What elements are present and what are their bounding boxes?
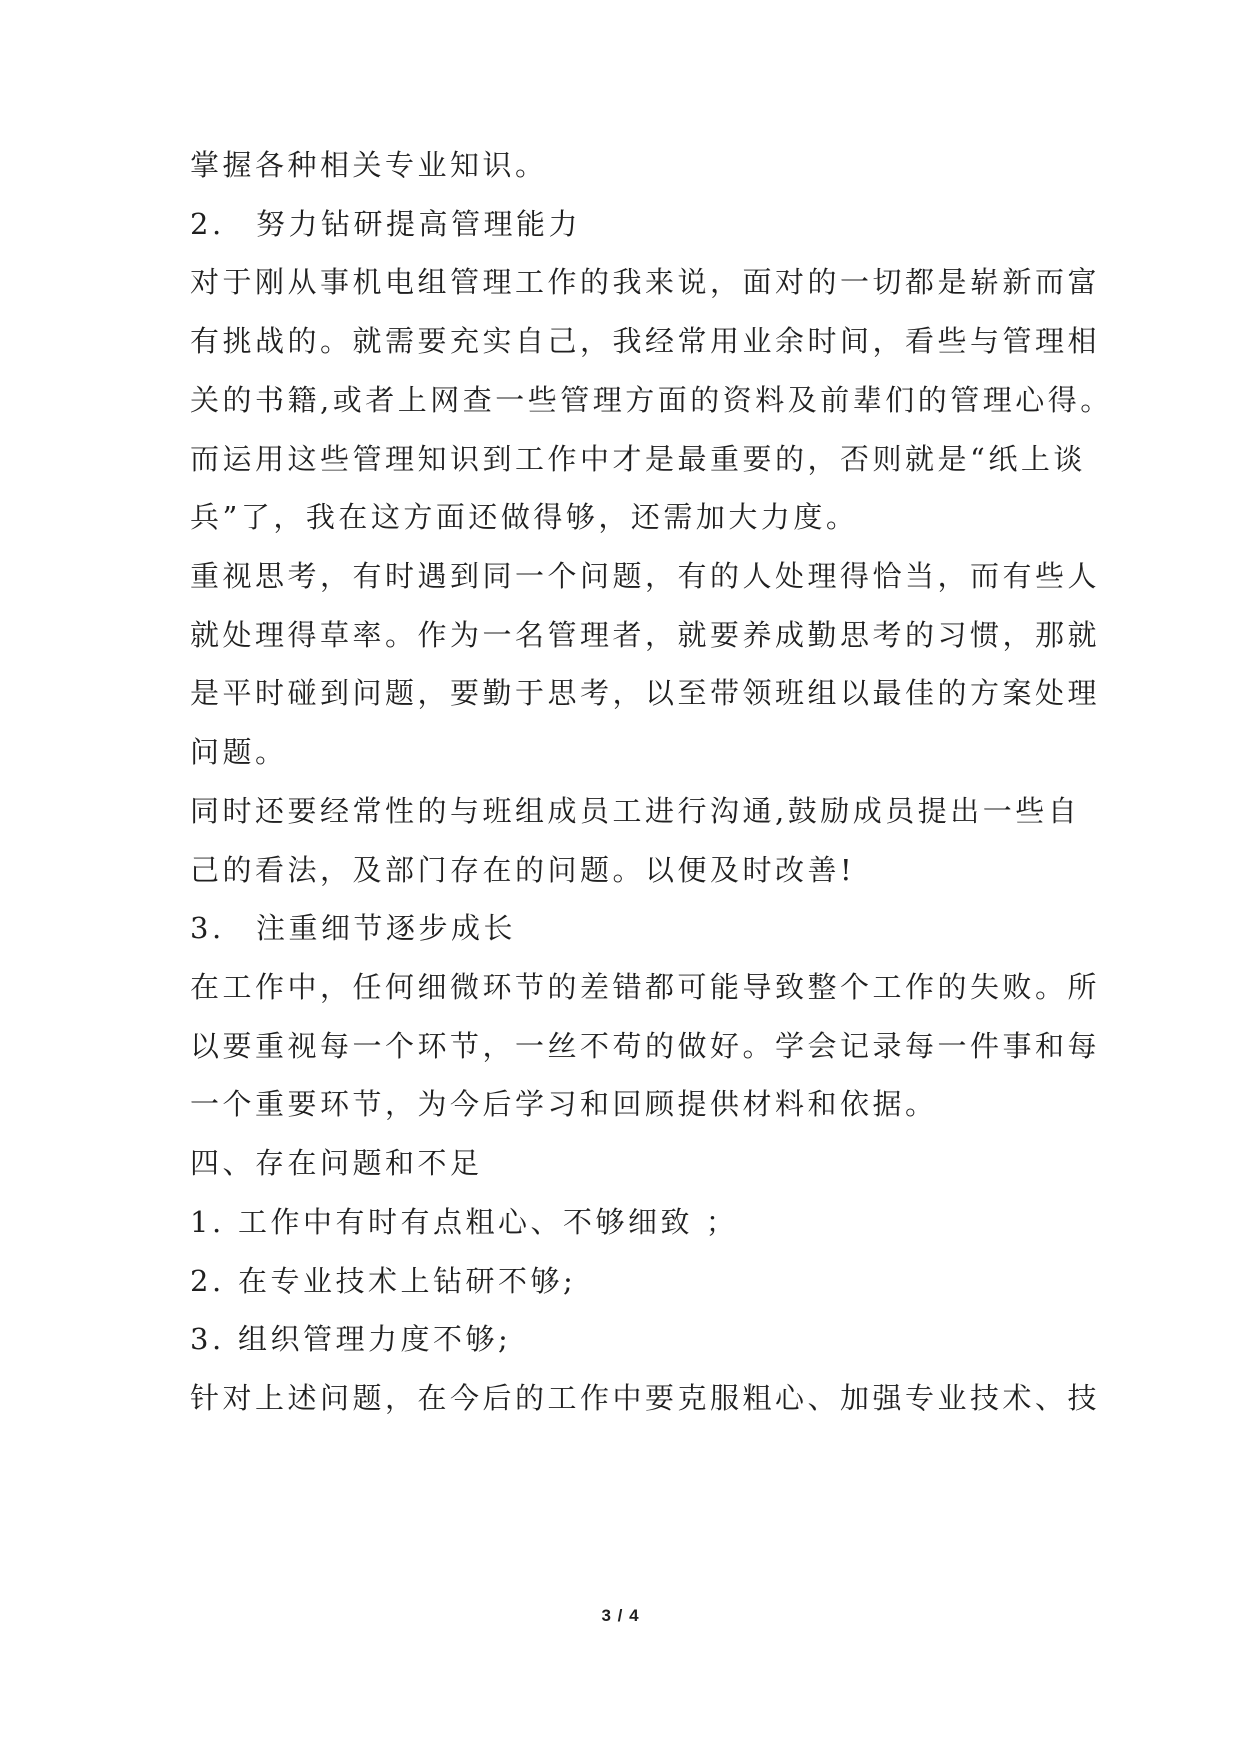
list-item-text: 组织管理力度不够; [238,1322,512,1356]
paragraph-line: 而运用这些管理知识到工作中才是最重要的，否则就是“纸上谈 [190,442,1086,476]
section-heading-3 [190,908,1070,948]
paragraph-line: 兵”了，我在这方面还做得够，还需加大力度。 [190,500,859,534]
paragraph-line: 是平时碰到问题，要勤于思考，以至带领班组以最佳的方案处理 [190,676,1101,710]
paragraph-line: 关的书籍,或者上网查一些管理方面的资料及前辈们的管理心得。 [190,383,1113,417]
heading-text: 注重细节逐步成长 [256,911,517,945]
paragraph-line: 问题。 [190,735,288,769]
list-item [190,1261,1070,1301]
paragraph-line: 对于刚从事机电组管理工作的我来说，面对的一切都是崭新而富 [190,265,1101,299]
section-heading-2 [190,204,1070,244]
paragraph-line: 有挑战的。就需要充实自己，我经常用业余时间，看些与管理相 [190,324,1101,358]
list-item [190,1319,1070,1359]
paragraph-line: 针对上述问题，在今后的工作中要克服粗心、加强专业技术、技 [190,1381,1101,1415]
list-item-text: 在专业技术上钻研不够; [238,1264,577,1298]
section-title: 四、存在问题和不足 [190,1146,483,1180]
list-item-number: 2. [190,1264,225,1298]
page-number: 3 / 4 [601,1606,640,1625]
list-item-number: 3. [190,1322,225,1356]
paragraph-line: 同时还要经常性的与班组成员工进行沟通,鼓励成员提出一些自 [190,794,1081,828]
heading-number: 3. [190,911,225,945]
paragraph-line: 掌握各种相关专业知识。 [190,148,548,182]
paragraph-line: 重视思考，有时遇到同一个问题，有的人处理得恰当，而有些人 [190,559,1101,593]
list-item-text: 工作中有时有点粗心、不够细致 ； [238,1205,739,1239]
paragraph-line: 己的看法，及部门存在的问题。以便及时改善! [190,853,856,887]
paragraph-line: 一个重要环节，为今后学习和回顾提供材料和依据。 [190,1087,938,1121]
paragraph-line: 就处理得草率。作为一名管理者，就要养成勤思考的习惯，那就 [190,618,1101,652]
list-item-number: 1. [190,1205,225,1239]
paragraph-line: 以要重视每一个环节，一丝不苟的做好。学会记录每一件事和每 [190,1029,1101,1063]
list-item [190,1202,1070,1242]
paragraph-line: 在工作中，任何细微环节的差错都可能导致整个工作的失败。所 [190,970,1101,1004]
heading-text: 努力钻研提高管理能力 [256,207,582,241]
heading-number: 2. [190,207,225,241]
